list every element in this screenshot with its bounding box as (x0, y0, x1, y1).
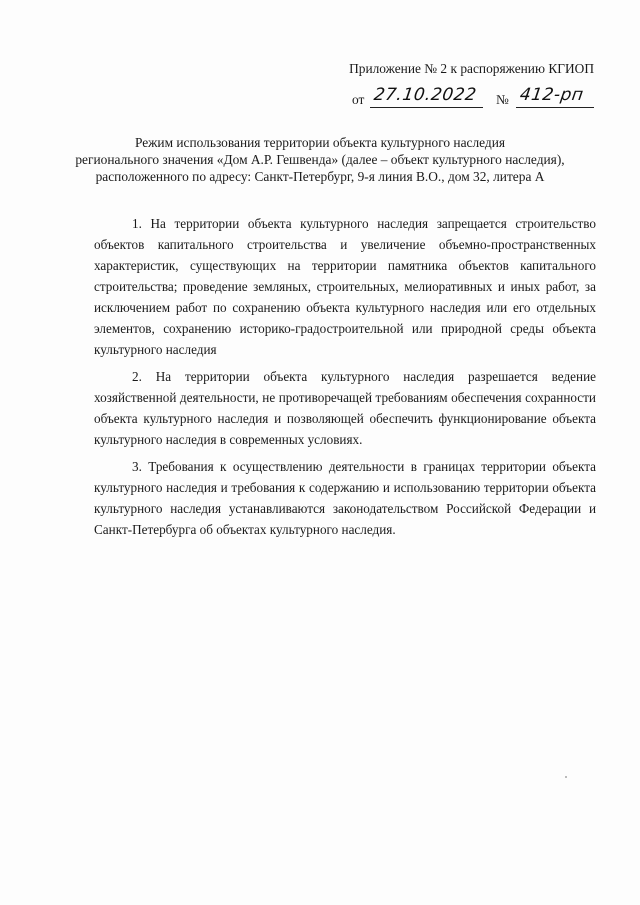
document-title (60, 134, 580, 185)
paragraph-1: 1. На территории объекта культурного наследия запрещается строительство объектов капитального строительства и увеличение объемно-пространственных характеристик, существующих на территории памятника объектов капитального строительства; проведение земляных, строительных, мелиоративных и иных работ, за исключением работ по сохранению объекта культурного наследия или его отдельных элементов, сохранению историко-градостроительной или природной среды объекта культурного наследия (94, 216, 596, 357)
document-body (94, 213, 596, 546)
order-date-number-line (352, 85, 596, 112)
handwritten-date: 27.10.2022 (372, 85, 478, 105)
date-field (370, 87, 483, 108)
appendix-reference: Приложение № 2 к распоряжению КГИОП (349, 61, 594, 76)
title-line: расположенного по адресу: Санкт-Петербург, 9-я линия В.О., дом 32, литера А (95, 169, 545, 184)
scan-speck (565, 776, 567, 778)
number-field (516, 87, 594, 108)
paragraph-3: 3. Требования к осуществлению деятельности в границах территории объекта культурного наследия и требования к содержанию и использованию территории объекта культурного наследия устанавливаются законодательством Российской Федерации и Санкт-Петербурга об объектах культурного наследия. (94, 459, 596, 537)
paragraph-2: 2. На территории объекта культурного наследия разрешается ведение хозяйственной деятельности, не противоречащей требованиям обеспечения сохранности объекта культурного наследия и позволяющей обеспечить функционирование объекта культурного наследия в современных условиях. (94, 369, 596, 447)
date-prefix: от (352, 92, 365, 107)
title-line: Режим использования территории объекта культурного наследия (134, 135, 506, 150)
title-line: регионального значения «Дом А.Р. Гешвенда» (далее – объект культурного наследия), (75, 152, 565, 167)
handwritten-order-number: 412-рп (518, 85, 585, 105)
number-prefix: № (496, 92, 509, 107)
